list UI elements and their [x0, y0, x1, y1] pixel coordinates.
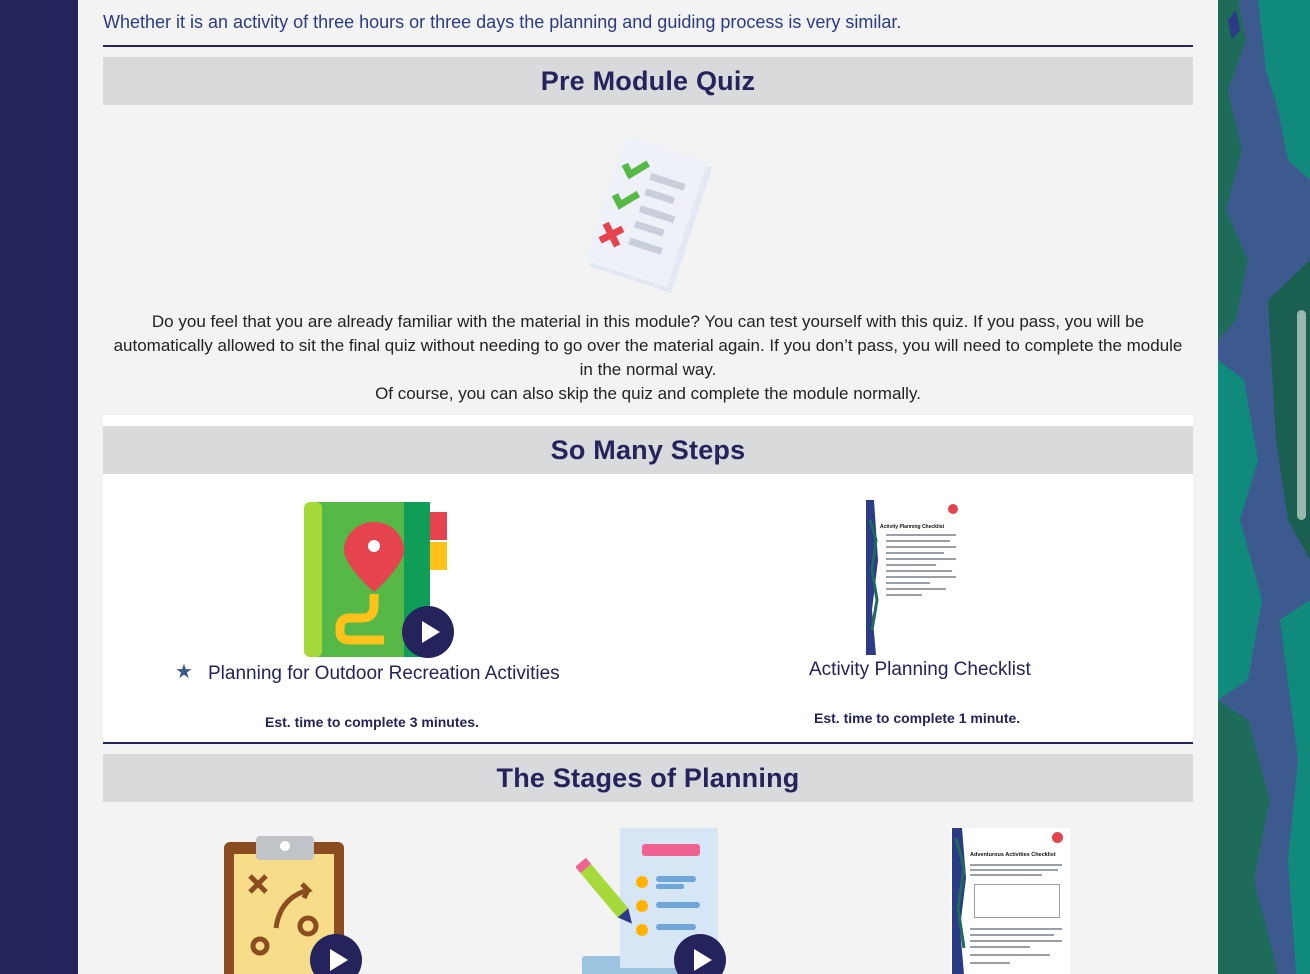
- so-many-steps-header: [103, 426, 1193, 474]
- stages-of-planning-header: [103, 754, 1193, 802]
- section-title: So Many Steps: [550, 434, 746, 465]
- pre-module-quiz-header: [103, 57, 1193, 105]
- quiz-checklist-icon[interactable]: [578, 138, 718, 293]
- section-divider: [103, 742, 1193, 744]
- play-video-button[interactable]: [402, 606, 454, 658]
- checklist-document-thumbnail[interactable]: [864, 500, 964, 655]
- adventurous-activities-document-thumbnail[interactable]: [950, 828, 1070, 974]
- doc-logo: [948, 504, 958, 514]
- quiz-skip-note: Of course, you can also skip the quiz and complete the module normally.: [375, 384, 921, 403]
- card-title-planning[interactable]: Planning for Outdoor Recreation Activities: [208, 663, 560, 684]
- spacer-strip: [103, 415, 1193, 426]
- steps-panel: [103, 474, 1193, 742]
- card-est-time: Est. time to complete 3 minutes.: [265, 714, 479, 730]
- main-content: [78, 0, 1218, 974]
- left-rail: [0, 0, 78, 974]
- doc-logo: [1052, 832, 1063, 843]
- page-scrollbar[interactable]: [1297, 310, 1306, 520]
- star-icon: ★: [175, 661, 193, 683]
- card-est-time: Est. time to complete 1 minute.: [814, 710, 1021, 726]
- play-video-button[interactable]: [310, 934, 362, 974]
- quiz-description: [113, 310, 1183, 406]
- section-title: Pre Module Quiz: [540, 65, 756, 96]
- section-divider: [103, 45, 1193, 47]
- intro-text: Whether it is an activity of three hours or three days the planning and guiding process is very similar.: [103, 12, 902, 32]
- doc-heading: Activity Planning Checklist: [880, 524, 945, 530]
- card-title-checklist[interactable]: Activity Planning Checklist: [809, 659, 1031, 680]
- quiz-paragraph: Do you feel that you are already familiar with the material in this module? You can test yourself with this quiz. If you pass, you will be automatically allowed to sit the final quiz without needing to go over the material again. If you don’t pass, you will need to complete the module in the normal way.: [113, 312, 1183, 379]
- document-edge-decoration: [950, 828, 968, 974]
- doc-table: [974, 884, 1060, 918]
- doc-heading: Adventurous Activities Checklist: [970, 852, 1056, 858]
- document-edge-decoration: [864, 500, 880, 655]
- section-title: The Stages of Planning: [496, 762, 800, 793]
